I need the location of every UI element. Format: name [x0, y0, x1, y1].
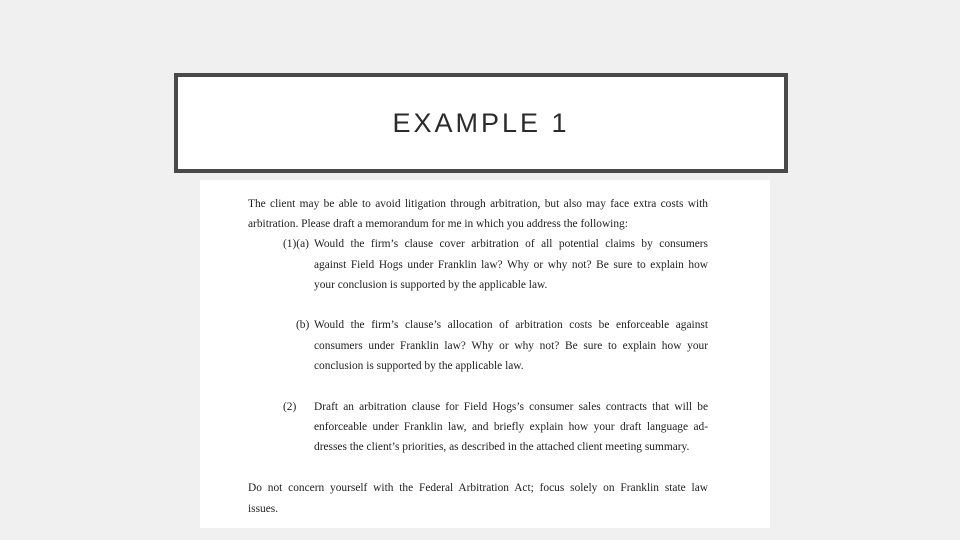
item-1b-line-1: Would the firm’s clause’s allocation of arbitration costs be enforceable against [314, 319, 708, 331]
item-1a-line-2: against Field Hogs under Franklin law? Why or why not? Be sure to explain how [314, 259, 708, 271]
item-2-line-1: Draft an arbitration clause for Field Hogs’s consumer sales contracts that will be [314, 401, 708, 413]
title-box [174, 73, 788, 173]
item-2-line-2: enforceable under Franklin law, and briefly explain how your draft language ad- [314, 421, 708, 433]
document-excerpt [200, 180, 770, 528]
slide-title: EXAMPLE 1 [392, 107, 570, 138]
intro-line-2: arbitration. Please draft a memorandum for me in which you address the following: [248, 218, 628, 230]
closing-line-2: issues. [248, 503, 279, 515]
item-2-label: (2) [283, 401, 297, 413]
item-1a-line-1: Would the firm’s clause cover arbitration of all potential claims by consumers [314, 238, 708, 250]
item-2-line-3: dresses the client’s priorities, as described in the attached client meeting summary. [314, 441, 690, 453]
intro-line-1: The client may be able to avoid litigation through arbitration, but also may face extra costs with [248, 198, 708, 210]
item-1b-line-2: consumers under Franklin law? Why or why not? Be sure to explain how your [314, 340, 708, 352]
item-1a-label: (1)(a) [283, 238, 309, 250]
item-1b-line-3: conclusion is supported by the applicable law. [314, 360, 524, 372]
closing-line-1: Do not concern yourself with the Federal Arbitration Act; focus solely on Franklin state law [248, 482, 708, 494]
item-1b-label: (b) [296, 319, 310, 331]
item-1a-line-3: your conclusion is supported by the applicable law. [314, 279, 548, 291]
